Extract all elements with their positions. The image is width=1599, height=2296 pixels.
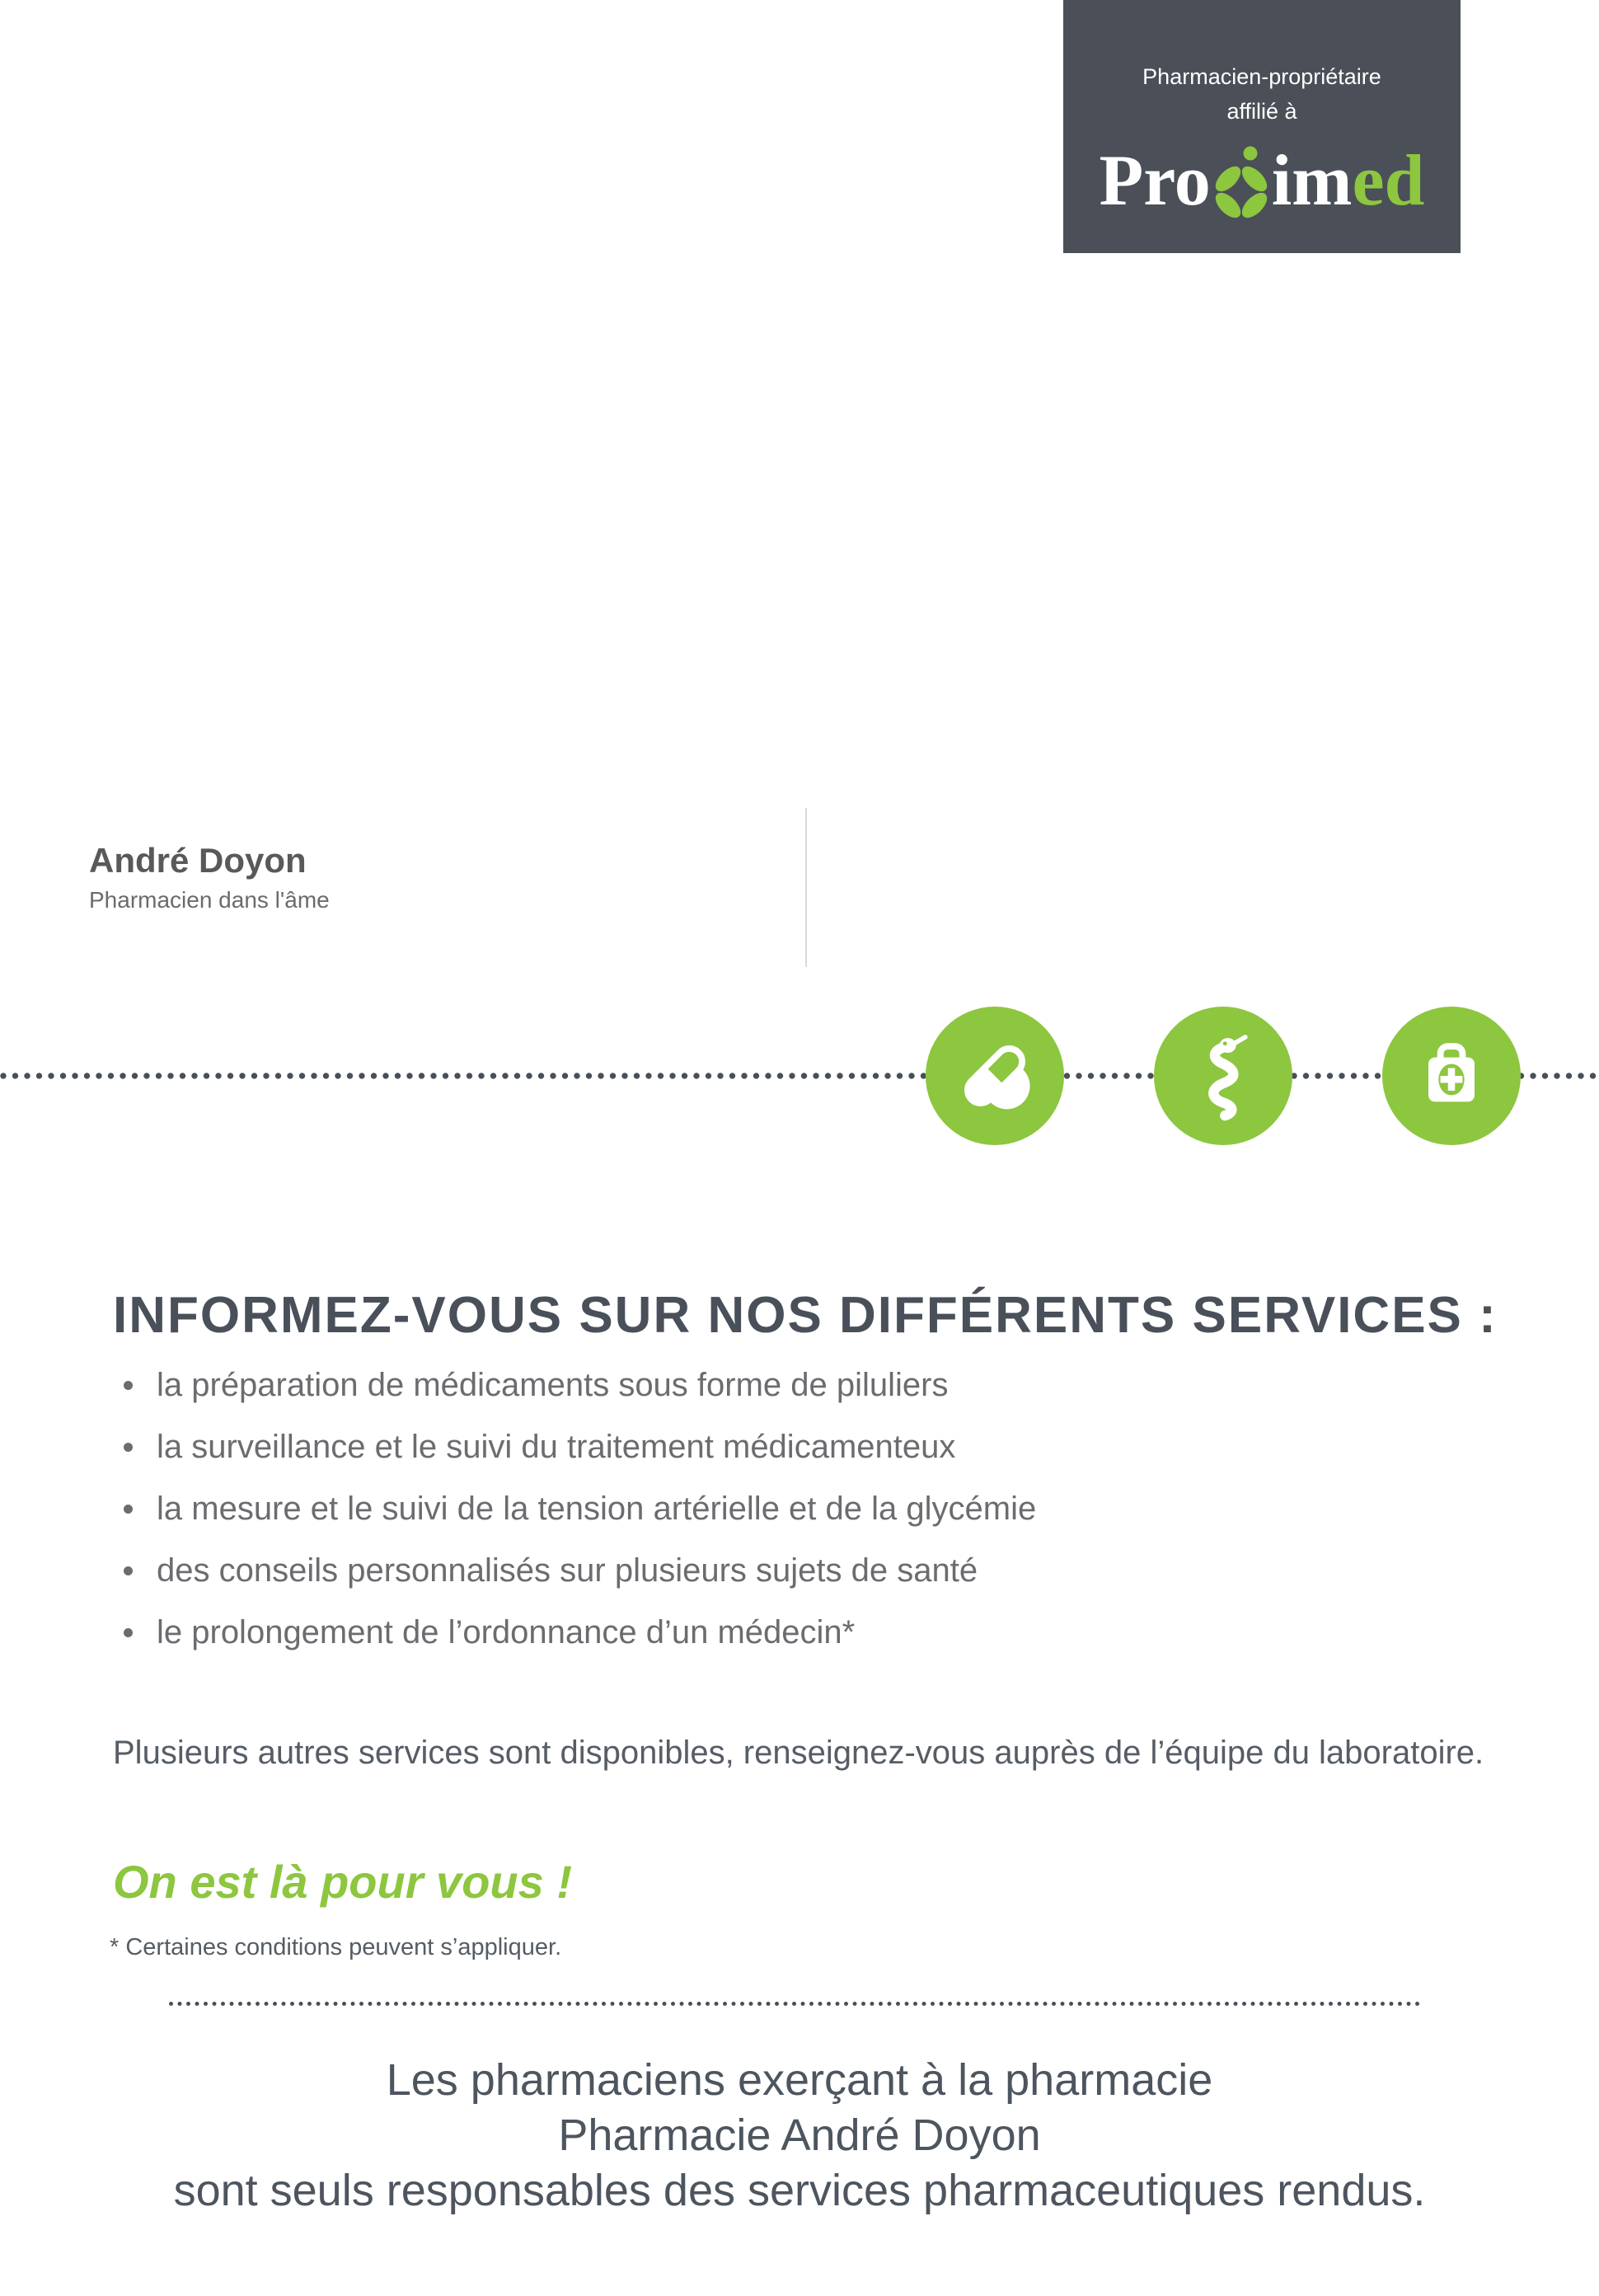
service-item-text: des conseils personnalisés sur plusieurs sujets de santé xyxy=(157,1552,978,1589)
asclepius-snake-icon xyxy=(1177,1030,1269,1122)
affiliation-panel xyxy=(1063,0,1461,253)
conditions-footnote: * Certaines conditions peuvent s’appliquer. xyxy=(110,1934,562,1960)
proximed-petal-x-icon xyxy=(1212,145,1271,221)
bullet-dot xyxy=(124,1381,133,1390)
owner-name: André Doyon xyxy=(89,841,307,880)
dotted-line-main xyxy=(0,1073,1599,1079)
bullet-dot xyxy=(124,1505,133,1514)
affiliation-text xyxy=(1063,0,1461,129)
owner-tagline: Pharmacien dans l'âme xyxy=(89,887,330,913)
affiliation-line-1: Pharmacien-propriétaire xyxy=(1142,64,1381,89)
logo-text-im: im xyxy=(1271,141,1353,221)
footer-line-2: Pharmacie André Doyon xyxy=(558,2111,1041,2160)
service-list-item xyxy=(124,1478,1036,1540)
service-list-item xyxy=(124,1540,1036,1602)
responsibility-statement xyxy=(0,2053,1599,2219)
affiliation-line-2: affilié à xyxy=(1226,99,1297,124)
service-circle-pill xyxy=(926,1007,1064,1145)
footer-line-1: Les pharmaciens exerçant à la pharmacie xyxy=(386,2055,1213,2105)
services-list xyxy=(124,1355,1036,1664)
service-item-text: la préparation de médicaments sous forme de piluliers xyxy=(157,1367,949,1403)
other-services-note: Plusieurs autres services sont disponibles, renseignez-vous auprès de l’équipe du laboratoire. xyxy=(113,1735,1484,1771)
capsule-pill-icon xyxy=(949,1030,1041,1122)
green-tagline: On est là pour vous ! xyxy=(113,1856,572,1908)
service-list-item xyxy=(124,1602,1036,1664)
footer-line-3: sont seuls responsables des services pharmaceutiques rendus. xyxy=(173,2166,1426,2215)
bullet-dot xyxy=(124,1443,133,1452)
service-circle-asclepius xyxy=(1154,1007,1292,1145)
logo-text-pro: Pro xyxy=(1099,141,1211,221)
dotted-divider xyxy=(169,2002,1422,2006)
service-item-text: la mesure et le suivi de la tension artérielle et de la glycémie xyxy=(157,1491,1037,1527)
first-aid-kit-icon xyxy=(1405,1030,1498,1122)
proximed-logo xyxy=(1063,143,1461,219)
services-heading: INFORMEZ-VOUS SUR NOS DIFFÉRENTS SERVICES : xyxy=(113,1287,1498,1344)
bullet-dot xyxy=(124,1566,133,1575)
vertical-divider xyxy=(805,808,807,967)
service-circle-first-aid xyxy=(1382,1007,1521,1145)
bullet-dot xyxy=(124,1628,133,1637)
service-list-item xyxy=(124,1416,1036,1478)
service-list-item xyxy=(124,1355,1036,1416)
logo-text-ed: ed xyxy=(1352,141,1425,221)
service-item-text: la surveillance et le suivi du traitement médicamenteux xyxy=(157,1429,956,1465)
service-item-text: le prolongement de l’ordonnance d’un médecin* xyxy=(157,1614,856,1650)
